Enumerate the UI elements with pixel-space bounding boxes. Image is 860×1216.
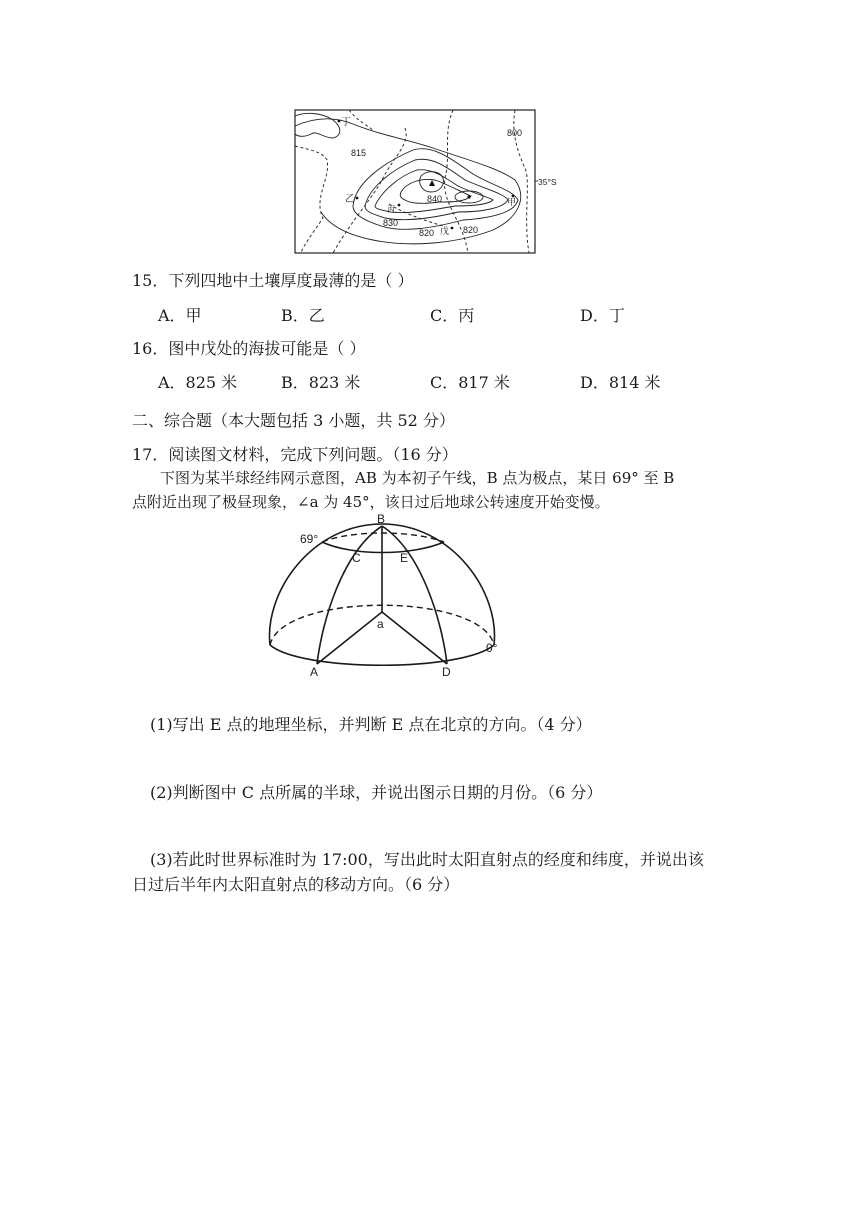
equator-front	[270, 645, 494, 665]
label-69: 69°	[300, 532, 319, 546]
point-east-icon	[467, 195, 470, 198]
contour-label-820-b: 820	[463, 225, 479, 235]
point-bing-icon	[398, 204, 401, 207]
q16-stem: 16．图中戊处的海拔可能是（ ）	[132, 339, 366, 358]
meridian-ab	[317, 526, 382, 664]
section-heading: 二、综合题（本大题包括 3 小题，共 52 分）	[132, 411, 455, 430]
q17-sub3-line2: 日过后半年内太阳直射点的移动方向。（6 分）	[132, 875, 460, 894]
meridian-bd	[382, 526, 447, 664]
contour-map-figure	[293, 108, 565, 256]
q17-sub3-line1: (3)若此时世界标准时为 17:00，写出此时太阳直射点的经度和纬度，并说出该	[150, 850, 704, 869]
point-yi-icon	[356, 197, 359, 200]
parallel-69-front	[322, 542, 444, 553]
label-0: 0°	[486, 641, 498, 655]
q16-option-c: C．817 米	[430, 373, 510, 392]
q17-stem: 17．阅读图文材料，完成下列问题。（16 分）	[132, 445, 458, 464]
parallel-69-back	[322, 533, 444, 542]
contour-label-830: 830	[383, 218, 399, 228]
q16-option-d: D．814 米	[580, 373, 661, 392]
q16-option-b: B．823 米	[281, 373, 361, 392]
q17-sub1: (1)写出 E 点的地理坐标，并判断 E 点在北京的方向。（4 分）	[150, 715, 592, 734]
label-a-point: A	[310, 665, 319, 679]
radius-d	[382, 612, 447, 664]
q15-stem: 15．下列四地中土壤厚度最薄的是（ ）	[132, 271, 414, 290]
contour-label-815: 815	[351, 148, 367, 158]
place-label-jia: 甲	[507, 197, 517, 207]
contour-map-svg	[293, 108, 565, 256]
place-label-wu: 戊	[440, 226, 450, 236]
q17-material-line1: 下图为某半球经纬网示意图，AB 为本初子午线，B 点为极点，某日 69° 至 B	[160, 469, 675, 487]
label-e: E	[400, 551, 409, 565]
label-b: B	[377, 512, 386, 526]
q15-option-a: A．甲	[158, 306, 202, 325]
latitude-label: 35°S	[538, 177, 557, 187]
q15-option-b: B．乙	[281, 306, 325, 325]
hemisphere-svg	[262, 512, 512, 682]
q15-option-c: C．丙	[430, 306, 475, 325]
contour-label-800: 800	[507, 128, 523, 138]
label-a-angle: a	[377, 617, 384, 631]
contour-label-820-a: 820	[419, 228, 435, 238]
label-c: C	[352, 551, 361, 565]
place-label-yi: 乙	[345, 194, 355, 205]
place-label-bing: 丙	[387, 205, 395, 214]
hemisphere-figure	[262, 512, 512, 682]
radius-a	[317, 612, 382, 664]
label-d: D	[442, 665, 451, 679]
point-wu-icon	[451, 227, 454, 230]
contour-label-840: 840	[427, 194, 443, 204]
q16-option-a: A．825 米	[158, 373, 238, 392]
q17-sub2: (2)判断图中 C 点所属的半球，并说出图示日期的月份。（6 分）	[150, 783, 603, 802]
q15-option-d: D．丁	[580, 306, 625, 325]
q17-material-line2: 点附近出现了极昼现象，∠a 为 45°，该日过后地球公转速度开始变慢。	[132, 493, 610, 511]
point-ding-icon	[338, 120, 341, 123]
place-label-ding: 丁	[341, 117, 351, 128]
